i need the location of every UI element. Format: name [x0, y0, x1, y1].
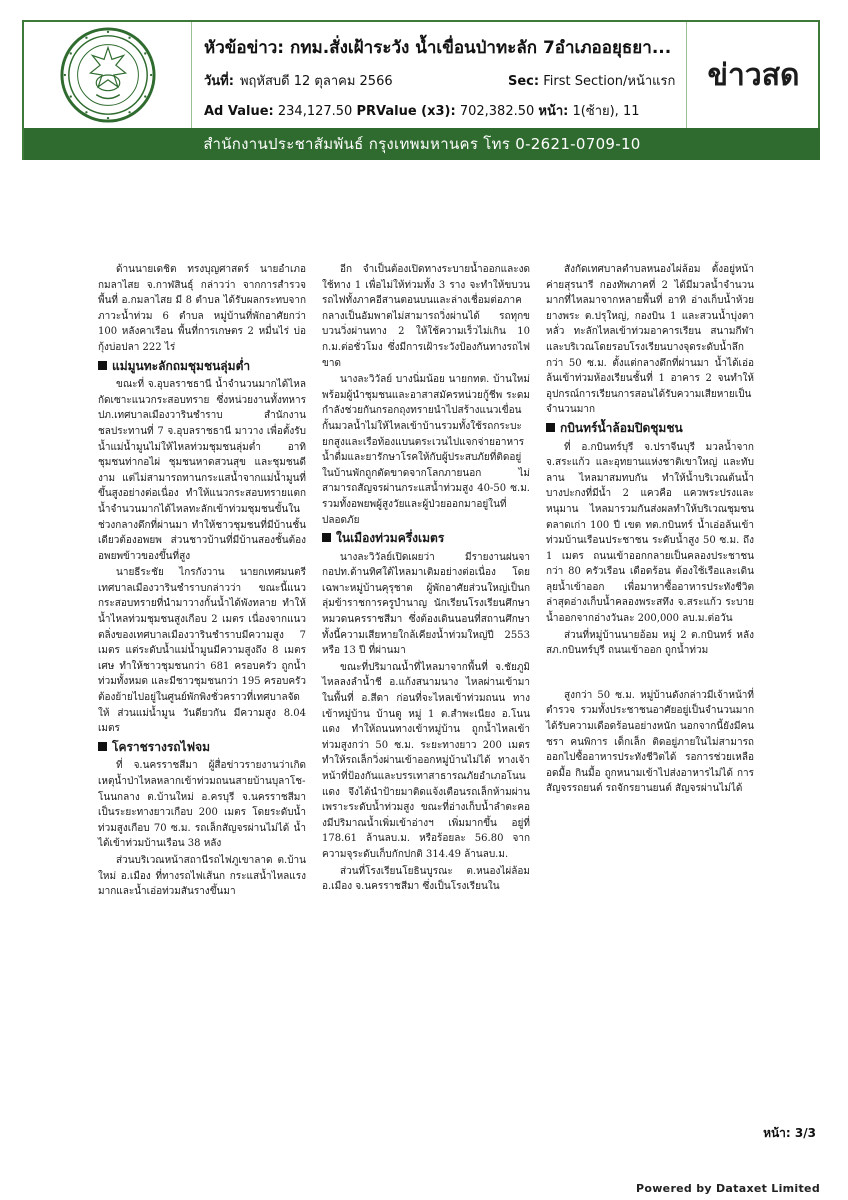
- value-row: [204, 100, 686, 121]
- ad-value-label: Ad Value:: [204, 104, 274, 119]
- headline-label: หัวข้อข่าว:: [204, 38, 285, 58]
- article-paragraph: ที่ อ.กบินทร์บุรี จ.ปราจีนบุรี มวลน้ำจาก จ.สระแก้ว และอุทยานแห่งชาติเขาใหญ่ และทับลาน ไหลมาสมทบกัน ทำให้น้ำบริเวณต้นน้ำบางปะกงที่มีน้ำ 2 แควคือ แควพระปรงและหนุมาน ไหลมารวมกันส่งผลทำให้บริเวณชุมชนตลาดเก่า 100 ปี เขต ทต.กบินทร์ น้ำเอ่อล้นเข้าท่วมบ้านเรือนประชาชน ระดับน้ำสูง 50 ซ.ม. ถึง 1 เมตร ถนนเข้าออกกลายเป็นคลองประชาชนกว่า 80 ครัวเรือน เดือดร้อน ต้องใช้เรือและเดินลุยน้ำเข้าออก เพื่อมาหาซื้ออาหารประทังชีวิต ล่าสุดอ่างเก็บน้ำคลองพระสทึง จ.สระแก้ว ระบายน้ำออกจากอ่างวันละ 200,000 ลบ.ม.ต่อวัน: [546, 441, 754, 625]
- section-text: First Section/หน้าแรก: [543, 74, 676, 89]
- paper-name: ข่าวสด: [707, 57, 800, 93]
- section-heading-text: กบินทร์น้ำล้อมปิดชุมชน: [560, 420, 683, 435]
- bma-seal-icon: [59, 26, 157, 124]
- article-paragraph: ที่ จ.นครราชสีมา ผู้สื่อข่าวรายงานว่าเกิดเหตุน้ำป่าไหลหลากเข้าท่วมถนนสายบ้านบุลาโช-โนนกลาง ต.บ้านใหม่ อ.ครบุรี จ.นครราชสีมา เป็นระยะทางยาวเกือบ 200 เมตร โดยระดับน้ำท่วมสูงเกือบ 70 ซ.ม. รถเล็กสัญจรผ่านไม่ได้ น้ำได้เข้าท่วมบ้านเรือน 38 หลัง: [98, 760, 306, 850]
- square-bullet-icon: [98, 361, 107, 370]
- article-paragraph: อีก จำเป็นต้องเปิดทางระบายน้ำออกและงดใช้ทาง 1 เพื่อไม่ให้ท่วมทั้ง 3 ราง จะทำให้ขบวนรถไฟทั้งภาคอีสานตอนบนและล่างเชื่อมต่อภาคกลางเป็นอัมพาตไม่สามารถวิ่งผ่านได้ รถทุกขบวนวิ่งผ่านทาง 2 ให้ใช้ความเร็วไม่เกิน 10 ก.ม.ต่อชั่วโมง ซึ่งมีการเฝ้าระวังป้องกันทางรถไฟขาด: [322, 264, 530, 369]
- article-paragraph: ขณะที่ปริมาณน้ำที่ไหลมาจากพื้นที่ จ.ชัยภูมิ ไหลลงลำน้ำชี อ.แก้งสนามนาง ไหลผ่านเข้ามาในพื้นที่ อ.สีดา ก่อนที่จะไหลเข้าท่วมถนน ทางเข้าหมู่บ้าน บ้านดู หมู่ 1 ต.สำพะเนียง อ.โนนแดง ทำให้ถนนทางเข้าหมู่บ้าน ถูกน้ำไหลเข้าท่วมสูงกว่า 50 ซ.ม. ระยะทางยาว 200 เมตร ทำให้รถเล็กวิ่งผ่านเข้าออกหมู่บ้านไม่ได้ ทางเจ้าหน้าที่ป้องกันและบรรเทาสาธารณภัยอำเภอโนนแดง จึงได้นำป้ายมาติดแจ้งเตือนรถเล็กห้ามผ่าน เพราะระดับน้ำท่วมสูง ขณะที่อ่างเก็บน้ำลำตะคองมีปริมาณน้ำเพิ่มเข้าอ่างฯ เพิ่มมากขึ้น อยู่ที่ 178.61 ล้านลบ.ม. หรือร้อยละ 56.80 จากความจุระดับเก็บกักปกติ 314.49 ล้านลบ.ม.: [322, 661, 530, 860]
- article-column-3: [546, 262, 754, 1002]
- article-body: [98, 262, 758, 1002]
- article-paragraph: ด้านนายเดชิต ทรงบุญศาสตร์ นายอำเภอกมลาไสย จ.กาฬสินธุ์ กล่าวว่า จากการสำรวจพื้นที่ อ.กมลาไสย มี 8 ตำบล ได้รับผลกระทบจากภาวะน้ำท่วม 6 ตำบล หมู่บ้านที่พักอาศัยกว่า 100 หลังคาเรือน พื้นที่การเกษตร 2 หมื่นไร่ บ่อกุ้งบ่อปลา 222 ไร่: [98, 264, 306, 353]
- powered-by: Powered by Dataxet Limited: [636, 1182, 820, 1195]
- article-paragraph: นางละวิวัลย์เปิดเผยว่า มีรายงานฝนจากอปท.ด้านทิศใต้ไหลมาเติมอย่างต่อเนื่อง โดยเฉพาะหมู่บ้านคุรุชาต ผู้พักอาศัยส่วนใหญ่เป็นกลุ่มข้าราชการครูบำนาญ นักเรียนโรงเรียนศึกษาหมวดนครราชสีมา ซึ่งต้องเดินนอนที่สถานศึกษา ทั้งนี้ความเสียหายใกล้เคียงน้ำท่วมใหญ่ปี 2553 หรือ 13 ปี ที่ผ่านมา: [322, 551, 530, 657]
- date-row: [204, 70, 686, 91]
- article-paragraph: นางละวิวัลย์ บางนิ่มน้อย นายกทต. บ้านใหม่ พร้อมผู้นำชุมชนและอาสาสมัครหน่วยกู้ชีพ ระดมกำลังช่วยกันกรอกถุงทรายนำไปสร้างแนวเขื่อนกั้นมวลน้ำไม่ให้ไหลเข้าบ้านรวมทั้งใช้รถกระบะยกสูงและเรือท้องแบนตระเวนไปแจกจ่ายอาหารน้ำดื่มและยารักษาโรคให้กับผู้ประสบภัยที่ติดอยู่ในบ้านพักถูกตัดขาดจากโลกภายนอก ไม่สามารถสัญจรผ่านกระแสน้ำท่วมสูง 40-50 ซ.ม. รวมทั้งอพยพผู้สูงวัยและผู้ป่วยออกมาอยู่ในที่ปลอดภัย: [322, 374, 530, 526]
- pr-value: 702,382.50: [459, 104, 535, 119]
- section-heading-text: แม่มูนทะลักถมชุมชนลุ่มต่ำ: [112, 358, 251, 373]
- clipping-header: [22, 20, 820, 160]
- ad-value: 234,127.50: [277, 104, 353, 119]
- section-heading: [546, 421, 754, 437]
- page-label: หน้า:: [538, 104, 569, 119]
- section-heading: [98, 740, 306, 756]
- article-paragraph: นายธีระชัย ไกรกังวาน นายกเทศมนตรีเทศบาลเมืองวารินชำราบกล่าวว่า ขณะนี้แนวกระสอบทรายที่นำมาวางกั้นน้ำได้พังทลาย ทำให้น้ำไหลท่วมชุมชนสูงเกือบ 2 เมตร เนื่องจากแนวตลิ่งของเทศบาลเมืองวารินชำราบมีความสูง 7 เมตร แต่ระดับน้ำแม่น้ำมูนมีความสูงถึง 8 เมตรเศษ ทำให้ชาวชุมชนกว่า 681 ครอบครัว ถูกน้ำท่วมทั้งหมด และมีชาวชุมชนกว่า 195 ครอบครัว ต้องย้ายไปอยู่ในศูนย์พักพิงชั่วคราวที่เทศบาลจัดให้ ส่วนแม่น้ำมูน วันดียวกัน มีความสูง 8.04 เมตร: [98, 567, 306, 735]
- section-field: [508, 70, 675, 91]
- square-bullet-icon: [546, 423, 555, 432]
- clipping-info: [192, 22, 686, 128]
- section-label: Sec:: [508, 74, 540, 89]
- page-number: [763, 1124, 816, 1143]
- page-number-label: หน้า:: [763, 1126, 791, 1140]
- article-paragraph: สูงกว่า 50 ซ.ม. หมู่บ้านดังกล่าวมีเจ้าหน้าที่ตำรวจ รวมทั้งประชาชนอาศัยอยู่เป็นจำนวนมาก ได้รับความเดือดร้อนอย่างหนัก นอกจากนี้ยังมีคนชรา คนพิการ เด็กเล็ก ติดอยู่ภายในไม่สามารถออกไปซื้ออาหารประทังชีวิตได้ รอการช่วยเหลือ อดมื้อ กินมื้อ ถูกหนามเข้าไปส่งอาหารไม่ได้ การสัญจรรถยนต์ รถจักรยานยนต์ สัญจรผ่านไม่ได้: [546, 689, 754, 795]
- square-bullet-icon: [322, 533, 331, 542]
- paper-name-cell: [686, 22, 820, 128]
- logo-cell: [24, 22, 192, 128]
- section-heading: [98, 359, 306, 375]
- page-value: 1(ซ้าย), 11: [572, 104, 640, 119]
- date-label: วันที่:: [204, 74, 234, 89]
- pr-value-label: PRValue (x3):: [356, 104, 456, 119]
- article-paragraph: สังกัดเทศบาลตำบลหนองไผ่ล้อม ตั้งอยู่หน้าค่ายสุรนารี กองทัพภาคที่ 2 ได้มีมวลน้ำจำนวนมากที่ไหลมาจากหลายพื้นที่ อาทิ อ่างเก็บน้ำห้วยยางพระ ต.ปรุใหญ่, กองบิน 1 และสวนน้ำบุ่งตาหลั่ว ทะลักไหลเข้าท่วมอาคารเรียน สนามกีฬา และบริเวณโดยรอบโรงเรียนบางจุดระดับน้ำลึกกว่า 50 ซ.ม. ตั้งแต่กลางดึกที่ผ่านมา น้ำได้เอ่อล้นเข้าท่วมห้องเรียนชั้นที่ 1 อาคาร 2 จนทำให้อุปกรณ์การเรียนการสอนได้รับความเสียหายเป็นจำนวนมาก: [546, 264, 754, 416]
- headline-text: กทม.สั่งเฝ้าระวัง น้ำเขื่อนป่าทะลัก 7อำเภออยุธยา...: [290, 38, 672, 58]
- article-paragraph: ขณะที่ จ.อุบลราชธานี น้ำจำนวนมากได้ไหลกัดเซาะแนวกระสอบทราย ซึ่งหน่วยงานทั้งทหาร ปภ.เทศบาลเมืองวารินชำราบ สำนักงานชลประทานที่ 7 จ.อุบลราชธานี มาวาง เพื่อตั้งรับน้ำแม่น้ำมูนไม่ให้ไหลท่วมชุมชนลุ่มต่ำ อาทิ ชุมชนท่ากอไผ่ ชุมชนหาดสวนสุข และชุมชนดีงาม แต่ไม่สามารถทานกระแสน้ำจากแม่น้ำมูนที่ขึ้นสูงอย่างต่อเนื่อง ทำให้แนวกระสอบทรายแตก น้ำจำนวนมากได้ไหลทะลักเข้าท่วมชุมชนขั้นในช่วงกลางดึกที่ผ่านมา ทำให้ชาวชุมชนที่มีบ้านชั้นเดียวต้องอพยพ ส่วนชาวบ้านที่มีบ้านสองชั้นต้องอพยพข้าวของขึ้นที่สูง: [98, 379, 306, 562]
- agency-contact: สำนักงานประชาสัมพันธ์ กรุงเทพมหานคร โทร 0-2621-0709-10: [203, 135, 641, 153]
- section-heading-text: ในเมืองท่วมครึ่งเมตร: [336, 531, 445, 546]
- article-column-2: [322, 262, 530, 1002]
- date-text: พฤหัสบดี 12 ตุลาคม 2566: [239, 74, 393, 89]
- article-paragraph: ส่วนที่หมู่บ้านนายอ้อม หมู่ 2 ต.กบินทร์ หลัง สภ.กบินทร์บุรี ถนนเข้าออก ถูกน้ำท่วม: [546, 629, 754, 657]
- headline-row: [204, 34, 686, 61]
- agency-footer-bar: [24, 128, 820, 160]
- article-paragraph: ส่วนที่โรงเรียนโยธินบูรณะ ต.หนองไผ่ล้อม อ.เมือง จ.นครราชสีมา ซึ่งเป็นโรงเรียนใน: [322, 865, 530, 893]
- section-heading: [322, 531, 530, 547]
- page-number-value: 3/3: [794, 1126, 816, 1140]
- column-gap: [546, 660, 754, 688]
- square-bullet-icon: [98, 742, 107, 751]
- article-column-1: [98, 262, 306, 1002]
- article-paragraph: ส่วนบริเวณหน้าสถานีรถไฟภูเขาลาด ต.บ้านใหม่ อ.เมือง ที่ทางรถไฟเส้นก กระแสน้ำไหลแรงมากและน้ำเอ่อท่วมสันรางขึ้นมา: [98, 854, 306, 898]
- section-heading-text: โคราชรางรถไฟจม: [112, 739, 211, 754]
